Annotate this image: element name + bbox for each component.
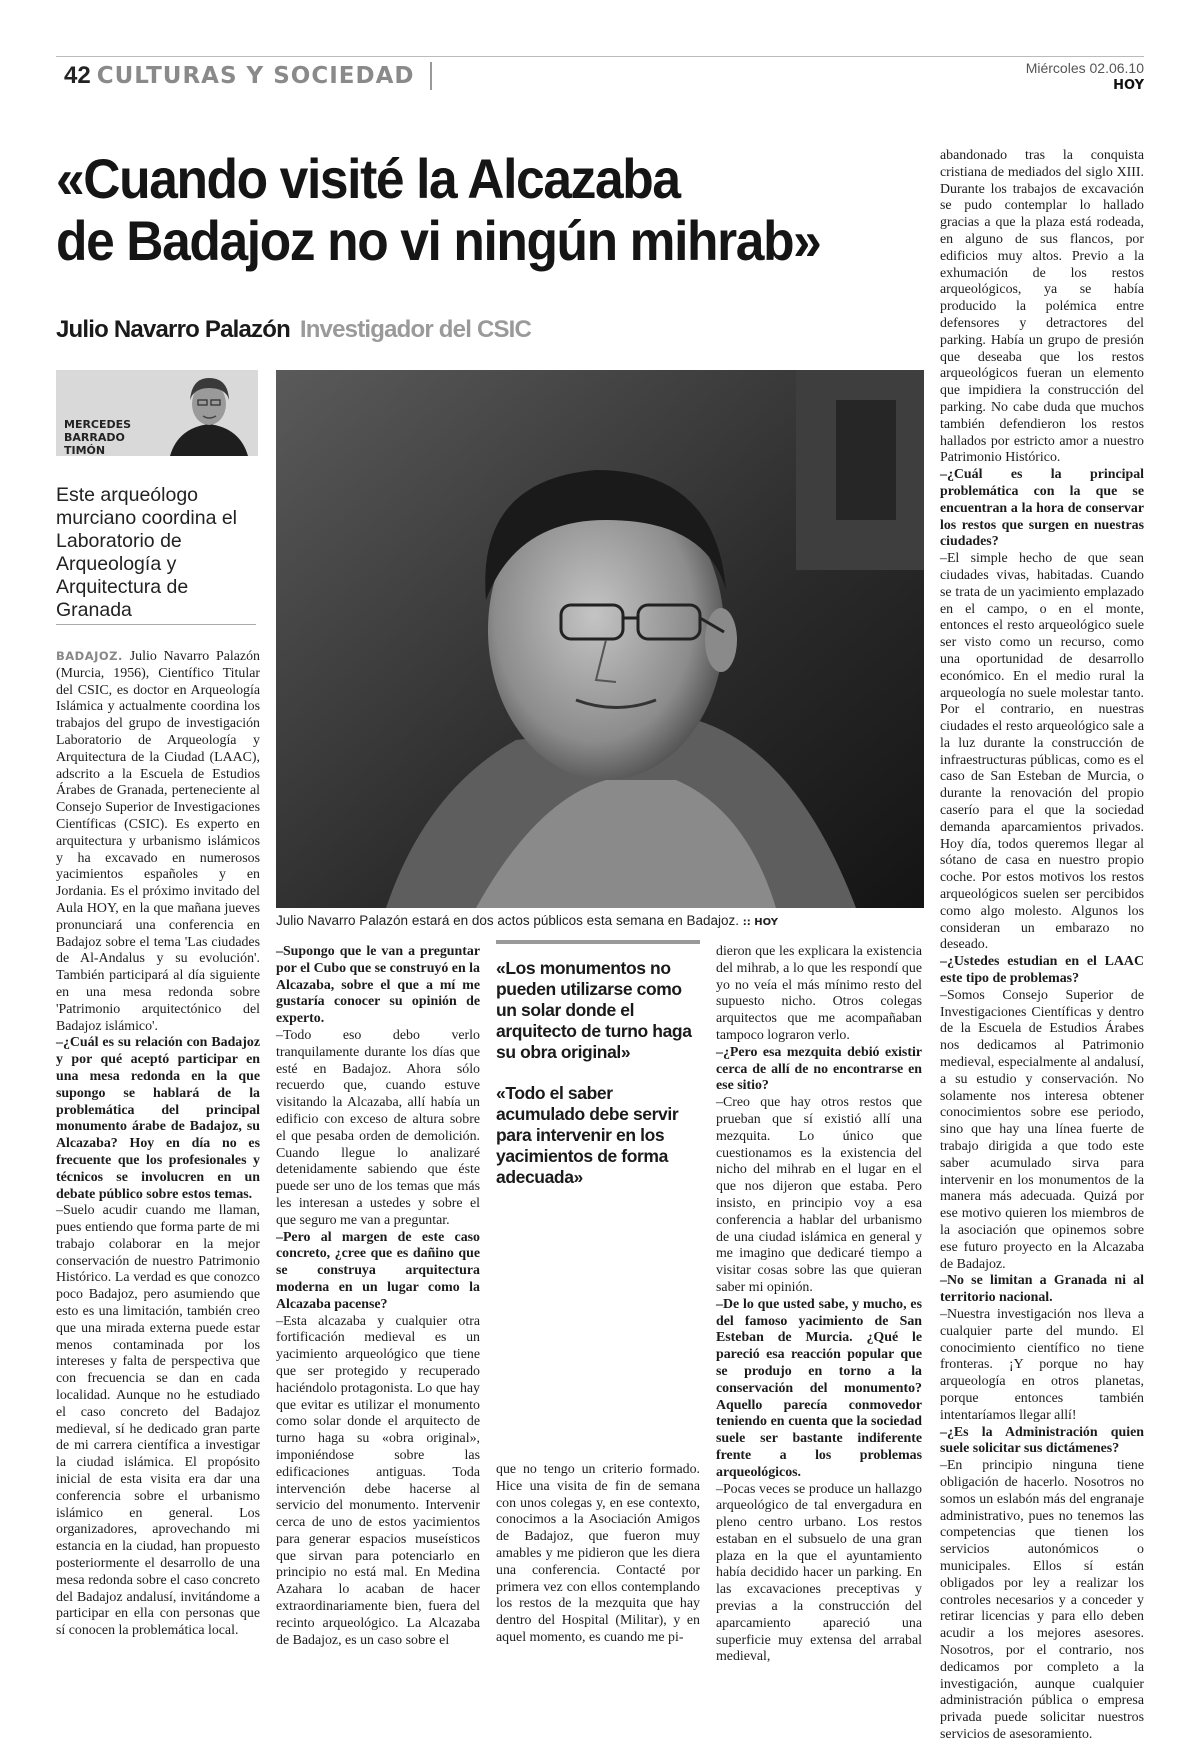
column-4 (940, 148, 1144, 1744)
author-portrait (160, 370, 258, 456)
section-title: CULTURAS Y SOCIEDAD (96, 63, 415, 89)
pull-quote-2: «Todo el saber acumulado debe servir para intervenir en los yacimientos de forma adecuada» (496, 1083, 679, 1187)
question: –¿Ustedes estudian en el LAAC este tipo de problemas? (940, 954, 1144, 987)
intro-text: Julio Navarro Palazón (Murcia, 1956), Científico Titular del CSIC, es doctor en Arqueología Islámica y actualmente coordina los trabajos del grupo de investigación Laboratorio de Arqueología y Arquitectura de la Ciudad (LAAC), adscrito a la Escuela de Estudios Árabes de Granada, perteneciente al Consejo Superior de Investigaciones Científicas (CSIC). Es experto en arquitectura y urbanismo islámicos y ha excavado en numerosos yacimientos españoles y en Jordania. Es el próximo invitado del Aula HOY, en la que mañana jueves pronunciará una conferencia en Badajoz sobre el tema 'Las ciudades de Al-Andalus y su evolución'. También participará al día siguiente en una mesa redonda sobre 'Patrimonio arquitectónico del Badajoz islámico'. (56, 649, 260, 1034)
answer: –En principio ninguna tiene obligación de hacerlo. Nosotros no somos un eslabón más del engranaje administrativo, pues no tenemos las competencias que tienen los servicios autonómicos o municipales. Ellos sí están obligados por ley a realizar los controles necesarios y a conceder y retirar licencias y para ello deben acudir a los mejores asesores. Nosotros, por el contrario, nos dedicamos por completo a la investigación, aunque cualquier administración pública o empresa privada puede solicitar nuestros servicios de asesoramiento. (940, 1458, 1144, 1742)
column-2 (276, 944, 480, 1649)
page-number: 42 (64, 62, 91, 89)
pull-quote-1: «Los monumentos no pueden utilizarse como un solar donde el arquitecto de turno haga su obra original» (496, 958, 692, 1062)
column-2b (496, 1462, 700, 1647)
subject-byline (56, 316, 531, 344)
page-header (64, 58, 414, 94)
answer: –Nuestra investigación nos lleva a cualquier parte del mundo. El conocimiento científico no tiene fronteras. ¡Y porque no hay arqueología en otros planetas, porque entonces también intentaríamos llegar allí! (940, 1306, 1144, 1423)
answer: –Suelo acudir cuando me llaman, pues entiendo que forma parte de mi trabajo colaborar en la mejor conservación de nuestro Patrimonio Histórico. La verdad es que conozco poco Badajoz, pero asumiendo que esto es una limitación, también creo que una mirada externa puede estar menos contaminada por los intereses y falta de perspectiva que con frecuencia se dan en cada localidad. Aunque no he estudiado el caso concreto del Badajoz medieval, sí he dedicado gran parte de mi carrera científica a investigar la ciudad islámica. El propósito inicial de esta visita era dar una conferencia sobre el urbanismo islámico en general. Los organizadores, aprovechando mi estancia en la ciudad, han propuesto posteriormente el desarrollo de una mesa redonda sobre el caso concreto del Badajoz andalusí, invitándome a participar en ella con personas que sí conocen la problemática local. (56, 1203, 260, 1639)
pull-quotes (496, 940, 700, 1208)
headline (56, 148, 847, 272)
column-3 (716, 944, 922, 1666)
question: –No se limitan a Granada ni al territorio nacional. (940, 1273, 1144, 1306)
pull-quote-rule (496, 940, 700, 944)
question: –Supongo que le van a preguntar por el Cubo que se construyó en la Alcazaba, sobre el que a mí me gustaría conocer su opinión de experto. (276, 944, 480, 1027)
question: –¿Cuál es la principal problemática con la que se encuentran a la hora de conservar los restos que surgen en nuestras ciudades? (940, 467, 1144, 550)
answer: que no tengo un criterio formado. Hice una visita de fin de semana con unos colegas y, en ese contexto, conocimos a la Asociación Amigos de Badajoz, que fueron muy amables y me pidieron que les diera una conferencia. Contacté por primera vez con ellos contemplando los restos de la mezquita que hay dentro del Hospital (Militar), y en aquel momento, es cuando me pi- (496, 1462, 700, 1645)
column-1 (56, 648, 260, 1640)
article-photo (276, 370, 924, 908)
photo-caption (276, 913, 924, 928)
question: –¿Es la Administración quien suele solicitar sus dictámenes? (940, 1424, 1144, 1457)
answer: dieron que les explicara la existencia del mihrab, a lo que les respondí que yo no veía el más mínimo resto del supuesto nicho. Otros colegas arquitectos que me acompañaban tampoco lograron verlo. (716, 944, 922, 1043)
question: –Pero al margen de este caso concreto, ¿cree que es dañino que se construya arquitectura moderna en un lugar como la Alcazaba pacense? (276, 1229, 480, 1312)
subject-name: Julio Navarro Palazón (56, 316, 290, 343)
portrait-photo (276, 370, 924, 908)
headline-line-1: «Cuando visité la Alcazaba (56, 147, 680, 210)
deck-rule (56, 624, 256, 625)
photo-credit: :: HOY (742, 917, 779, 928)
question: –¿Pero esa mezquita debió existir cerca de allí de no encontrarse en ese sitio? (716, 1044, 922, 1094)
answer: –Pocas veces se produce un hallazgo arqueológico de tal envergadura en pleno centro urbano. Los restos estaban en el subsuelo de una gran plaza en la que el ayuntamiento había decidido hacer un parking. En las excavaciones preceptivas y previas a la construcción del aparcamiento apareció una superficie muy extensa del arrabal medieval, (716, 1481, 922, 1665)
caption-text: Julio Navarro Palazón estará en dos actos públicos esta semana en Badajoz. (276, 913, 740, 928)
answer: abandonado tras la conquista cristiana de mediados del siglo XIII. Durante los trabajos de excavación se pudo contemplar lo hallado gracias a que la plaza está rodeada, en alguno de sus flancos, por edificios muy altos. Previo a la exhumación de los restos arqueológicos, ya se había producido la polémica entre defensores y detractores del parking. Había un grupo de presión que deseaba que los restos arqueológicos fueran un elemento que impidiera la construcción del parking. No cabe duda que muchos también defendieron los restos hallados por estricto amor a nuestro Patrimonio Histórico. (940, 148, 1144, 466)
question: –De lo que usted sabe, y mucho, es del famoso yacimiento de San Esteban de Murcia. ¿Qué le pareció esa reacción popular que se produjo en torno a la conservación del monumento? Aquello parecía conmovedor teniendo en cuenta que la sociedad suele ser bastante indiferente frente a los problemas arqueológicos. (716, 1296, 922, 1480)
author-box (56, 370, 258, 456)
answer: –El simple hecho de que sean ciudades vivas, habitadas. Cuando se trata de un yacimiento emplazado en el campo, o en el monte, entonces el resto arqueológico suele ser visto como un recurso, como una oportunidad de desarrollo económico. En el medio rural la arqueología no suele molestar tanto. Por el contrario, en nuestras ciudades el resto arqueológico sale a la luz durante la construcción de infraestructuras públicas, como es el caso de San Esteban de Murcia, o durante la renovación del propio caserío para el que la sociedad demanda aparcamientos privados. Hoy día, todos queremos llegar al sótano de casa en nuestro propio coche. Por estos motivos los restos arqueológicos suelen ser percibidos como algo molesto. Algunos los consideran un embarazo no deseado. (940, 551, 1144, 953)
header-rule (56, 56, 1144, 57)
answer: –Creo que hay otros restos que prueban que sí existió allí una mezquita. Lo único que cuestionamos es la existencia del nicho del mihrab en el lugar en el que nos dijeron que estaba. Pero insisto, en principio voy a esa conferencia a hablar del urbanismo de una ciudad islámica en general y me imagino que dedicaré tiempo a visitar cosas sobre las que quieran saber mi opinión. (716, 1095, 922, 1295)
headline-line-2: de Badajoz no vi ningún mihrab» (56, 209, 821, 272)
issue-date: Miércoles 02.06.10 (1025, 60, 1144, 76)
subject-role: Investigador del CSIC (299, 316, 532, 343)
header-divider (430, 62, 432, 90)
article-deck: Este arqueólogo murciano coordina el Laboratorio de Arqueología y Arquitectura de Granada (56, 484, 238, 621)
answer: –Esta alcazaba y cualquier otra fortificación medieval es un yacimiento arqueológico que tiene que ser protegido y recuperado haciéndolo protagonista. Lo que hay que evitar es utilizar el monumento como solar donde el arquitecto de turno haga su «obra original», imponiéndose sobre las edificaciones antiguas. Toda intervención debe hacerse al servicio del monumento. Intervenir cerca de uno de estos yacimientos para generar espacios museísticos que sirvan para potenciarlo en principio no está mal. En Medina Azahara lo acaban de hacer extraordinariamente bien, fuera del recinto arqueológico. La Alcazaba de Badajoz, es un caso sobre el (276, 1313, 480, 1648)
answer: –Somos Consejo Superior de Investigaciones Científicas y dentro de la Escuela de Estudios Árabes nos dedicamos al Patrimonio medieval, especialmente al andalusí, a su estudio y conservación. No solamente nos interesa obtener conocimientos sobre ese periodo, sino que hay una línea fuerte de trabajo dirigida a que todo este saber acumulado sirva para intervenir en los monumentos de la manera más adecuada. Quizá por ese motivo quieren los miembros de la asociación que opinemos sobre ese futuro proyecto en la Alcazaba de Badajoz. (940, 987, 1144, 1272)
answer: –Todo eso debo verlo tranquilamente durante los días que esté en Badajoz. Ahora sólo recuerdo que, cuando estuve visitando la Alcazaba, allí había un edificio con exceso de altura sobre el que pesaba orden de demolición. Cuando llegue lo analizaré detenidamente sabiendo que éste puede ser uno de los temas que más les interesan a ustedes y sobre el que seguro me van a preguntar. (276, 1027, 480, 1228)
dateline: BADAJOZ. (56, 649, 123, 663)
author-name: MERCEDES BARRADO TIMÓN (64, 418, 132, 456)
question: –¿Cuál es su relación con Badajoz y por qué aceptó participar en una mesa redonda en la que supongo se hablará de la problemática del principal monumento árabe de Badajoz, su Alcazaba? Hoy en día no es frecuente que los profesionales y técnicos se involucren en un debate público sobre estos temas. (56, 1035, 260, 1202)
issue-date-block (1026, 60, 1144, 94)
newspaper-brand: HOY (1113, 78, 1144, 93)
